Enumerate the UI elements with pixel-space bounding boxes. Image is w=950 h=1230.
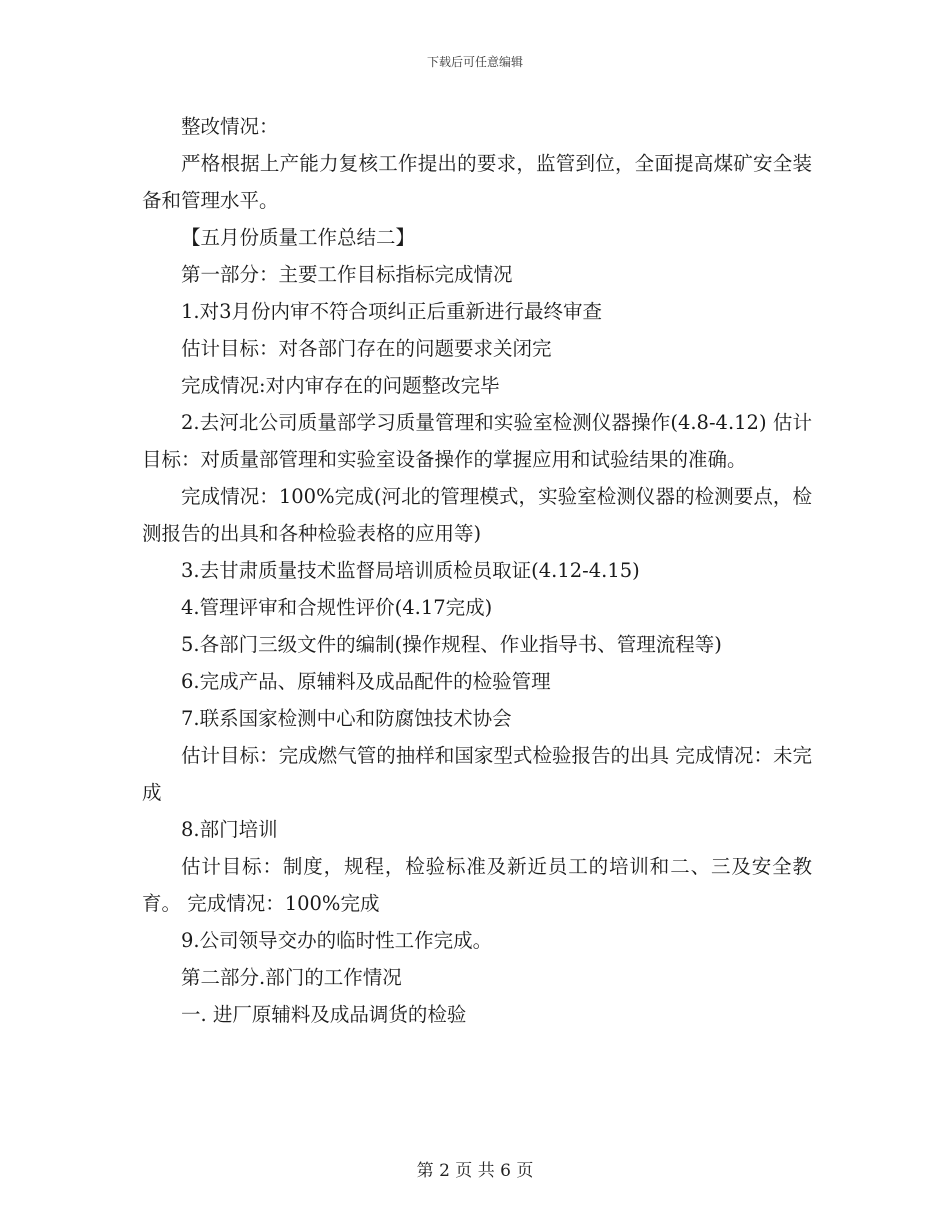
paragraph: 5.各部门三级文件的编制(操作规程、作业指导书、管理流程等) bbox=[181, 633, 722, 656]
paragraph: 完成情况:对内审存在的问题整改完毕 bbox=[181, 374, 500, 397]
paragraph: 一. 进厂原辅料及成品调货的检验 bbox=[181, 1003, 467, 1026]
page-number: 第 2 页 共 6 页 bbox=[416, 1161, 534, 1181]
paragraph: 2.去河北公司质量部学习质量管理和实验室检测仪器操作(4.8-4.12) 估计目标：对质量部管理和实验室设备操作的掌握应用和试验结果的准确。 bbox=[142, 411, 812, 471]
paragraph: 估计目标：对各部门存在的问题要求关闭完 bbox=[181, 337, 552, 360]
paragraph: 3.去甘肃质量技术监督局培训质检员取证(4.12-4.15) bbox=[181, 559, 640, 582]
paragraph: 6.完成产品、原辅料及成品配件的检验管理 bbox=[181, 670, 551, 693]
paragraph: 第一部分：主要工作目标指标完成情况 bbox=[181, 263, 513, 286]
page-header: 下载后可任意编辑 bbox=[426, 55, 523, 69]
paragraph: 整改情况： bbox=[181, 115, 279, 138]
paragraph: 9.公司领导交办的临时性工作完成。 bbox=[181, 929, 493, 952]
paragraph: 7.联系国家检测中心和防腐蚀技术协会 bbox=[181, 707, 512, 730]
paragraph: 第二部分.部门的工作情况 bbox=[181, 966, 402, 989]
paragraph: 8.部门培训 bbox=[181, 818, 278, 841]
section-title: 【五月份质量工作总结二】 bbox=[181, 226, 416, 249]
paragraph: 1.对3月份内审不符合项纠正后重新进行最终审查 bbox=[181, 300, 603, 323]
paragraph: 严格根据上产能力复核工作提出的要求，监管到位，全面提高煤矿安全装备和管理水平。 bbox=[142, 152, 812, 212]
paragraph: 4.管理评审和合规性评价(4.17完成) bbox=[181, 596, 493, 619]
paragraph: 完成情况：100%完成(河北的管理模式，实验室检测仪器的检测要点，检测报告的出具和各种检验表格的应用等) bbox=[142, 485, 812, 545]
paragraph: 估计目标：制度，规程，检验标准及新近员工的培训和二、三及安全教育。 完成情况：100%完成 bbox=[142, 855, 812, 915]
document-body bbox=[142, 108, 812, 1033]
paragraph: 估计目标：完成燃气管的抽样和国家型式检验报告的出具 完成情况：未完成 bbox=[142, 744, 812, 804]
